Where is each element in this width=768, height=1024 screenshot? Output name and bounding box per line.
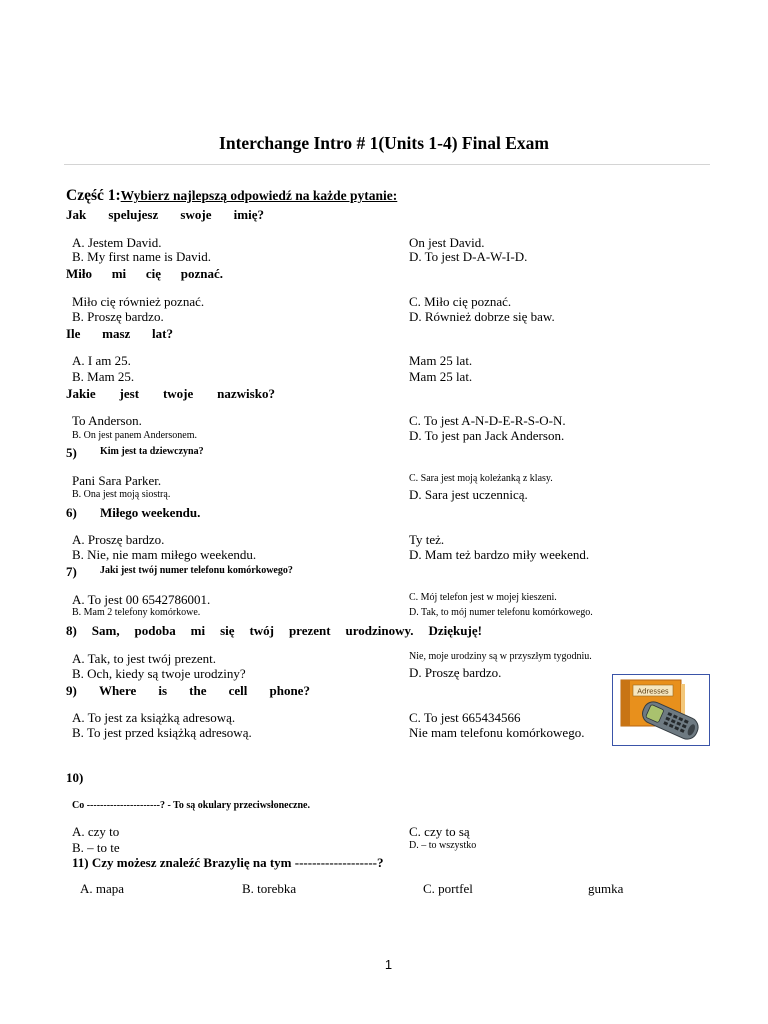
question-11 — [72, 855, 384, 871]
question-word: phone? — [269, 683, 310, 698]
question-word: Jak — [66, 207, 87, 222]
option-b[interactable]: B. – to te — [72, 840, 120, 855]
question-9 — [66, 683, 310, 699]
option-c[interactable]: C. Mój telefon jest w mojej kieszeni. — [409, 592, 557, 603]
page-title: Interchange Intro # 1(Units 1-4) Final Exam — [219, 133, 549, 153]
option-b[interactable]: B. Mam 2 telefony komórkowe. — [72, 607, 201, 618]
option-c[interactable]: Ty też. — [409, 532, 445, 547]
option-d[interactable]: Nie mam telefonu komórkowego. — [409, 725, 585, 740]
option-d[interactable]: D. Tak, to mój numer telefonu komórkowego. — [409, 607, 593, 618]
option-a[interactable]: A. Proszę bardzo. — [72, 532, 165, 547]
option-c[interactable]: Nie, moje urodziny są w przyszłym tygodniu. — [409, 651, 592, 662]
question-number: 9) — [66, 683, 77, 698]
option-c[interactable]: C. Miło cię poznać. — [409, 294, 512, 309]
option-a[interactable]: A. Jestem David. — [72, 235, 162, 250]
option-a[interactable]: A. czy to — [72, 824, 120, 839]
question-word: cię — [145, 266, 162, 281]
question-5 — [66, 445, 204, 461]
option-a[interactable]: Miło cię również poznać. — [72, 294, 205, 309]
question-number: 11) — [72, 855, 89, 870]
question-word: Where — [98, 683, 137, 698]
question-10-number: 10) — [66, 770, 84, 785]
question-10: Co ----------------------? - To są okulary przeciwsłoneczne. — [72, 800, 310, 811]
option-a[interactable]: A. To jest za książką adresową. — [72, 710, 236, 725]
option-d[interactable]: D. Mam też bardzo miły weekend. — [409, 547, 590, 562]
question-word: mi — [111, 266, 127, 281]
section-heading — [66, 187, 433, 205]
option-a[interactable]: A. I am 25. — [72, 353, 131, 368]
question-word: Dziękuję! — [428, 623, 482, 638]
option-c[interactable]: C. czy to są — [409, 824, 470, 839]
question-6 — [66, 505, 200, 521]
option-c[interactable]: C. To jest A-N-D-E-R-S-O-N. — [409, 413, 566, 428]
question-word: Ile — [66, 326, 81, 341]
question-8 — [66, 623, 482, 639]
question-number: 6) — [66, 505, 77, 520]
question-word: nazwisko? — [217, 386, 275, 401]
question-word: Sam, — [91, 623, 120, 638]
option-b[interactable]: B. On jest panem Andersonem. — [72, 430, 197, 441]
question-text: Czy możesz znaleźć Brazylię na tym -------------------? — [91, 855, 384, 870]
option-d[interactable]: D. To jest D-A-W-I-D. — [409, 249, 528, 264]
option-d[interactable]: Mam 25 lat. — [409, 369, 473, 384]
question-2 — [66, 266, 223, 282]
option-c[interactable]: C. portfel — [423, 881, 473, 896]
question-word: jest — [119, 386, 140, 401]
question-word: twoje — [162, 386, 194, 401]
question-word: twój — [249, 623, 274, 638]
question-number: 8) — [66, 623, 77, 638]
option-d[interactable]: D. Sara jest uczennicą. — [409, 487, 528, 502]
option-a[interactable]: Pani Sara Parker. — [72, 473, 162, 488]
option-d[interactable]: D. Proszę bardzo. — [409, 665, 502, 680]
book-label: Adresses — [637, 687, 669, 696]
question-word: urodzinowy. — [345, 623, 414, 638]
question-3 — [66, 326, 173, 342]
option-b[interactable]: B. To jest przed książką adresową. — [72, 725, 252, 740]
question-word: the — [189, 683, 207, 698]
section-label: Część 1: — [66, 187, 121, 204]
option-a[interactable]: A. mapa — [80, 881, 125, 896]
section-instruction: Wybierz najlepszą odpowiedź na każde pytanie: — [120, 188, 398, 203]
divider — [64, 164, 710, 165]
option-a[interactable]: To Anderson. — [72, 413, 142, 428]
question-word: prezent — [288, 623, 331, 638]
option-c[interactable]: Mam 25 lat. — [409, 353, 473, 368]
option-c[interactable]: C. Sara jest moją koleżanką z klasy. — [409, 473, 553, 484]
question-number: 7) — [66, 564, 77, 579]
option-b[interactable]: B. torebka — [242, 881, 297, 896]
address-book-and-cell-phone-icon — [612, 674, 710, 746]
question-word: cell — [228, 683, 248, 698]
question-word: lat? — [152, 326, 173, 341]
option-d[interactable]: gumka — [588, 881, 624, 896]
option-c[interactable]: C. To jest 665434566 — [409, 710, 521, 725]
option-a[interactable]: A. To jest 00 6542786001. — [72, 592, 211, 607]
question-text: Kim jest ta dziewczyna? — [100, 446, 204, 457]
option-b[interactable]: B. My first name is David. — [72, 249, 212, 264]
option-d[interactable]: D. – to wszystko — [409, 840, 477, 851]
question-1 — [66, 207, 264, 223]
option-d[interactable]: D. Również dobrze się baw. — [409, 309, 555, 324]
question-word: imię? — [233, 207, 264, 222]
phone-illustration — [613, 675, 709, 745]
option-b[interactable]: B. Ona jest moją siostrą. — [72, 489, 171, 500]
question-word: is — [158, 683, 168, 698]
question-word: masz — [102, 326, 131, 341]
question-text: Miłego weekendu. — [100, 505, 201, 520]
option-b[interactable]: B. Och, kiedy są twoje urodziny? — [72, 666, 246, 681]
option-b[interactable]: B. Nie, nie mam miłego weekendu. — [72, 547, 257, 562]
option-b[interactable]: B. Proszę bardzo. — [72, 309, 164, 324]
option-c[interactable]: On jest David. — [409, 235, 485, 250]
option-b[interactable]: B. Mam 25. — [72, 369, 135, 384]
question-word: mi — [190, 623, 206, 638]
question-word: Jakie — [66, 386, 96, 401]
question-7 — [66, 564, 293, 580]
option-a[interactable]: A. Tak, to jest twój prezent. — [72, 651, 216, 666]
option-d[interactable]: D. To jest pan Jack Anderson. — [409, 428, 565, 443]
question-word: Miło — [66, 266, 92, 281]
question-number: 5) — [66, 445, 77, 460]
question-4 — [66, 386, 275, 402]
question-word: spelujesz — [108, 207, 159, 222]
page-number: 1 — [384, 957, 393, 972]
question-word: się — [220, 623, 235, 638]
question-word: poznać. — [180, 266, 223, 281]
question-word: swoje — [180, 207, 212, 222]
question-word: podoba — [134, 623, 176, 638]
question-text: Jaki jest twój numer telefonu komórkowego? — [100, 565, 293, 576]
